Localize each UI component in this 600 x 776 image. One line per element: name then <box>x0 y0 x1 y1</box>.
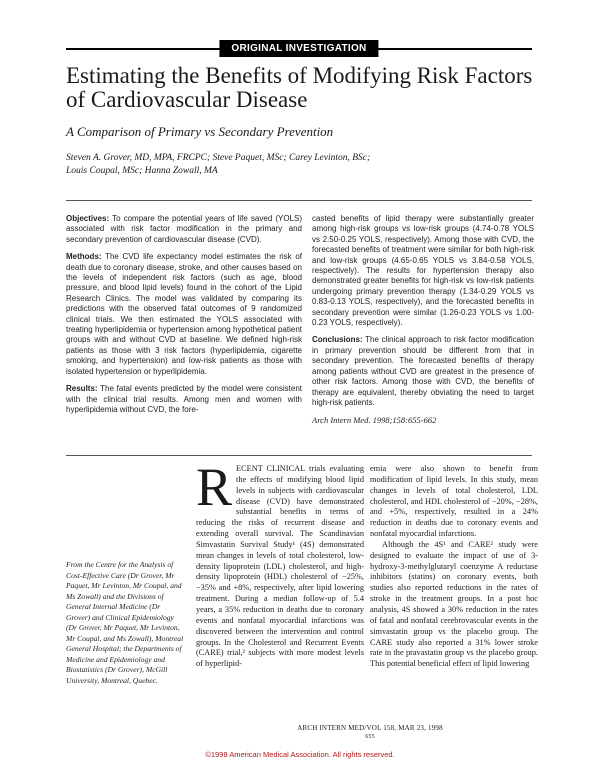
body-column-1 <box>196 457 364 670</box>
results-label: Results: <box>66 384 98 394</box>
methods-paragraph <box>66 252 302 377</box>
methods-label: Methods: <box>66 252 102 262</box>
results-continued: casted benefits of lipid therapy were substantially greater among high-risk groups vs low-risk groups (4.74-0.78 YOLS vs 2.50-0.25 YOLS, respectively). Among those with CVD, the forecasted benefits of treatment were similar for both high-risk and low-risk groups (4.65-0.65 YOLS vs 3.84-0.58 YOLS, respectively). The results for hypertension therapy also demonstrated greater benefits for high-risk vs low-risk patients undergoing primary prevention therapy (1.34-0.29 YOLS vs 0.83-0.13 YOLS, respectively), and the forecasted benefits in secondary prevention were similar (1.26-0.23 YOLS vs 1.00-0.23 YOLS, respectively). <box>312 214 534 328</box>
page-footer <box>200 724 540 742</box>
body-col1-text: trials evaluating the effects of modifying blood lipid levels in subjects with cardiovascular disease (CVD) have demonstrated substantial benefits in terms of reducing the risks of recurrent disease and extending overall survival. The Scandinavian Simvastatin Survival Study¹ (4S) demonstrated mean changes in levels of total cholesterol, low-density lipoprotein (LDL) cholesterol, and high-density lipoprotein (HDL) cholesterol of −25%, −35% and +8%, respectively, after lipid lowering treatment. During a median follow-up of 5.4 years, a 35% reduction in deaths due to coronary events and nonfatal myocardial infarctions was discovered between the intervention and control groups. In the Cholesterol and Recurrent Events (CARE) trial,² subjects with more modest levels of hyperlipid- <box>196 464 364 669</box>
author-list <box>66 152 536 178</box>
conclusions-label: Conclusions: <box>312 335 363 345</box>
authors-line-1: Steven A. Grover, MD, MPA, FRCPC; Steve Paquet, MSc; Carey Levinton, BSc; <box>66 153 371 163</box>
body-col2-paragraph-1: emia were also shown to benefit from modification of lipid levels. In this study, mean changes in levels of total cholesterol, LDL cholesterol, and HDL cholesterol of −20%, −28%, and +5%, respectively, resulted in a 24% reduction in deaths due to coronary events and nonfatal myocardial infarctions. <box>370 464 538 539</box>
conclusions-text: The clinical approach to risk factor modification in primary prevention should be different from that in secondary prevention. The forecasted benefits of therapy among patients without CVD are greatest in the presence of other risk factors. Among those with CVD, the benefits of therapy are equivalent, thereby obviating the need to target high-risk patients. <box>312 335 534 407</box>
copyright-notice: ©1998 American Medical Association. All rights reserved. <box>205 750 395 759</box>
results-text-part1: The fatal events predicted by the model were consistent with the clinical trial results. Among men and women with hyperlipidemia without CVD, the fore- <box>66 384 302 414</box>
objectives-label: Objectives: <box>66 214 110 223</box>
page-number: 655 <box>365 734 375 740</box>
objectives-paragraph <box>66 214 302 245</box>
objectives-text: To compare the potential years of life saved (YOLS) associated with risk factor modification in the primary and secondary prevention of cardiovascular disease (CVD). <box>66 214 303 244</box>
abstract-bottom-rule <box>66 455 532 456</box>
section-label: ORIGINAL INVESTIGATION <box>219 40 378 57</box>
conclusions-paragraph <box>312 335 534 408</box>
body-column-2 <box>370 464 538 670</box>
lead-in: ECENT CLINICAL <box>236 464 306 473</box>
methods-text: The CVD life expectancy model estimates the risk of death due to coronary disease, stroke, and other causes based on the levels of independent risk factors (such as age, blood pressure, and blood lipid levels) found in the cohort of the Lipid Research Clinics. The model was validated by comparing its predictions with the observed fatal outcomes of 9 randomized clinical trials. We then estimated the YOLS associated with treating hyperlipidemia or hypertension among hypothetical patient groups with and without CVD at baseline. We defined high-risk patients as those with 3 risk factors (hyperlipidemia, cigarette smoking, and hypertension) and low-risk patients as those with isolated hypertension or hyperlipidemia. <box>66 252 302 376</box>
body-col2-paragraph-2: Although the 4S¹ and CARE² study were designed to evaluate the impact of use of 3-hydroxy-3-methylglutaryl coenzyme A reductase inhibitors (statins) on coronary events, both studies also reported reductions in the rates of stroke in the treatment groups. In a post hoc analysis, 4S showed a 30% reduction in the rates of fatal and nonfatal cerebrovascular events in the simvastatin group vs the placebo group. The CARE study also reported a 31% lower stroke rate in the pravastatin group vs the placebo group. This potential beneficial effect of lipid lowering <box>370 539 538 669</box>
drop-cap: R <box>196 457 233 517</box>
journal-citation: Arch Intern Med. 1998;158:655-662 <box>312 415 437 426</box>
abstract-column-left <box>66 214 302 422</box>
results-paragraph <box>66 384 302 415</box>
authors-line-2: Louis Coupal, MSc; Hanna Zowall, MA <box>66 166 218 176</box>
article-title: Estimating the Benefits of Modifying Risk Factors of Cardiovascular Disease <box>66 63 533 112</box>
abstract-top-rule <box>66 200 532 201</box>
section-banner <box>66 40 532 58</box>
abstract-column-right <box>312 214 534 426</box>
journal-issue: ARCH INTERN MED/VOL 158, MAR 23, 1998 <box>297 724 443 732</box>
article-subtitle: A Comparison of Primary vs Secondary Prevention <box>66 124 334 139</box>
author-affiliations: From the Centre for the Analysis of Cost-Effective Care (Dr Grover, Mr Paquet, Mr Levinton, Mr Coupal, and Ms Zowall) and the Divisions of General Internal Medicine (Dr Grover) and Clinical Epidemiology (Dr Grover, Mr Paquet, Mr Levinton, Mr Coupal, and Ms Zowall), Montreal General Hospital; the Departments of Medicine and Epidemiology and Biostatistics (Dr Grover), McGill University, Montreal, Quebec. <box>66 560 184 685</box>
